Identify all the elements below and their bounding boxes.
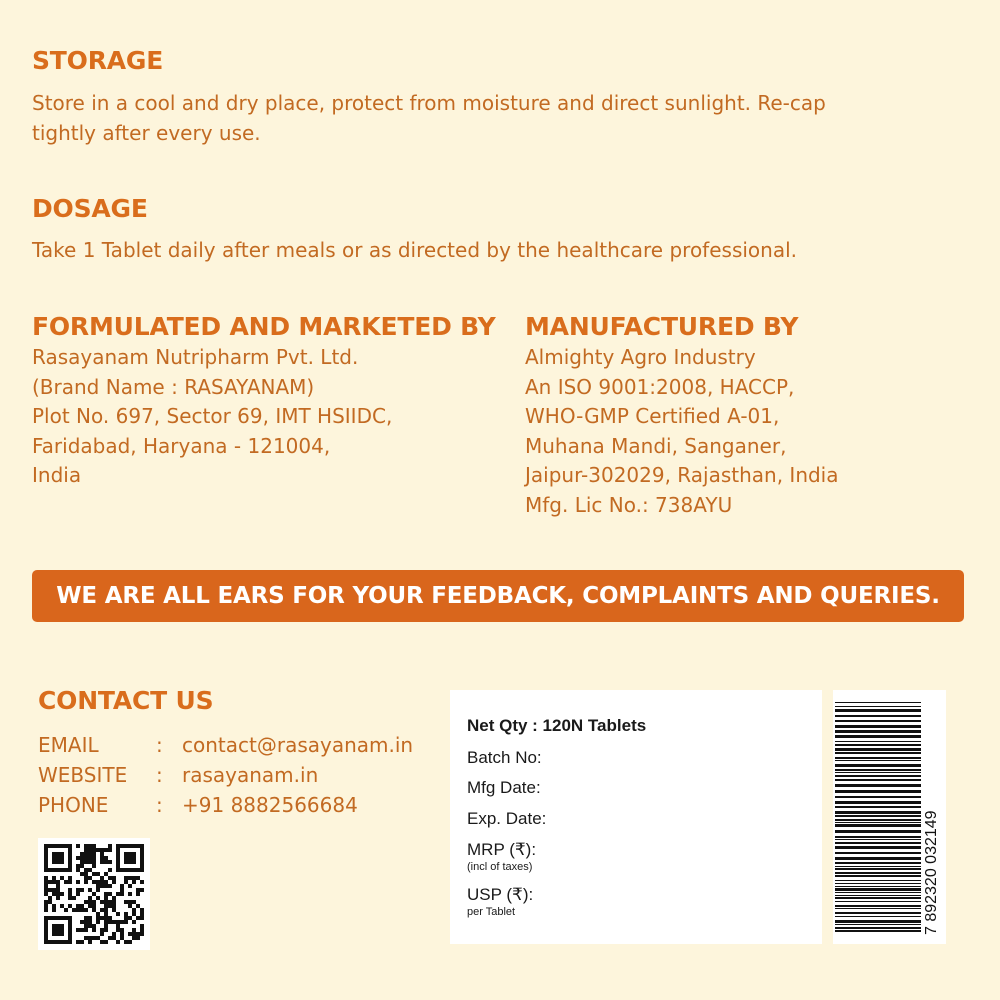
email-label: EMAIL [38, 733, 99, 757]
price-info-box [450, 690, 822, 944]
usp-field: USP (₹): [467, 885, 534, 904]
manufactured-by-address: Almighty Agro Industry An ISO 9001:2008, HACCP, WHO-GMP Certified A-01, Muhana Mandi, Sanganer, Jaipur-302029, Rajasthan, India Mfg. Lic No.: 738AYU [525, 345, 839, 517]
batch-no-field: Batch No: [467, 748, 542, 767]
contact-row-email: EMAIL : contact@rasayanam.in [38, 733, 414, 757]
contact-heading: CONTACT US [38, 686, 214, 715]
qr-code[interactable] [38, 838, 150, 950]
contact-row-phone: PHONE : +91 8882566684 [38, 793, 358, 817]
mfg-date-field: Mfg Date: [467, 778, 541, 797]
storage-text: Store in a cool and dry place, protect from moisture and direct sunlight. Re-cap tightly after every use. [32, 91, 826, 145]
contact-row-website: WEBSITE : rasayanam.in [38, 763, 319, 787]
website-label: WEBSITE [38, 763, 128, 787]
contact-list [38, 730, 413, 820]
marketed-by-address: Rasayanam Nutripharm Pvt. Ltd. (Brand Name : RASAYANAM) Plot No. 697, Sector 69, IMT HSIIDC, Faridabad, Haryana - 121004, India [32, 345, 393, 487]
exp-date-field: Exp. Date: [467, 809, 547, 828]
net-qty: Net Qty : 120N Tablets [467, 716, 647, 735]
marketed-by-heading: FORMULATED AND MARKETED BY [32, 312, 496, 341]
barcode-icon [833, 690, 946, 944]
email-link[interactable]: contact@rasayanam.in [182, 733, 414, 757]
dosage-text: Take 1 Tablet daily after meals or as directed by the healthcare professional. [32, 238, 797, 262]
phone-link[interactable]: +91 8882566684 [182, 793, 358, 817]
mrp-note: (incl of taxes) [467, 861, 533, 873]
mrp-field: MRP (₹): [467, 840, 537, 859]
usp-note: per Tablet [467, 906, 516, 918]
website-link[interactable]: rasayanam.in [182, 763, 319, 787]
manufactured-by-heading: MANUFACTURED BY [525, 312, 799, 341]
barcode-digits: 7 892320 032149 [923, 810, 940, 935]
dosage-heading: DOSAGE [32, 194, 148, 223]
feedback-banner: WE ARE ALL EARS FOR YOUR FEEDBACK, COMPLAINTS AND QUERIES. [32, 570, 964, 622]
storage-heading: STORAGE [32, 46, 164, 75]
phone-label: PHONE [38, 793, 109, 817]
qr-code-icon [38, 838, 150, 950]
barcode [833, 690, 946, 944]
